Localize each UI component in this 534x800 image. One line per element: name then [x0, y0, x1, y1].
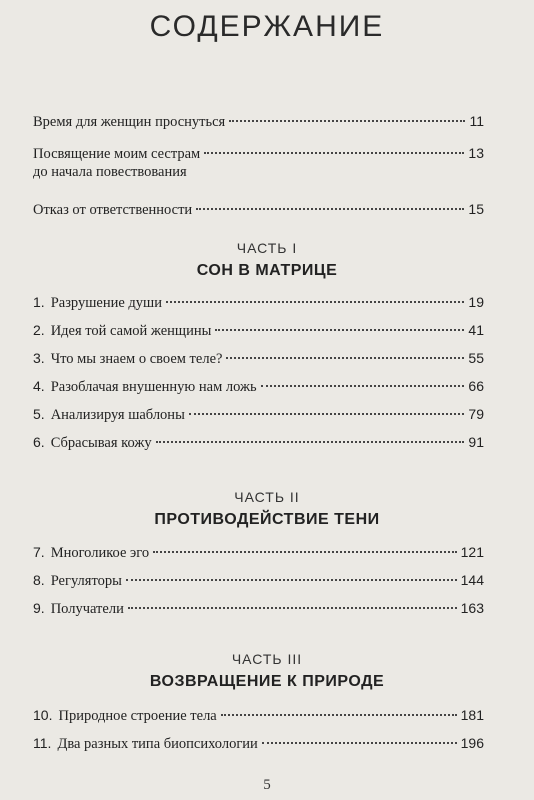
leader-dots [126, 579, 457, 581]
toc-entry[interactable] [33, 377, 484, 405]
toc-entry-page: 55 [468, 350, 484, 366]
leader-dots [215, 329, 464, 331]
part-label: ЧАСТЬ II [234, 489, 300, 505]
part-heading [0, 240, 534, 280]
chapter-number: 2. [33, 322, 45, 338]
toc-entry-title: Отказ от ответственности [33, 202, 193, 218]
toc-entry-page: 13 [468, 145, 484, 161]
toc-entry-title-line: Посвящение моим сестрам [33, 146, 201, 162]
toc-entry-title: Регуляторы [50, 573, 122, 589]
toc-entry-title-line: до начала повествования [33, 164, 187, 180]
toc-entry-page: 41 [468, 322, 484, 338]
toc-entry[interactable] [33, 543, 484, 571]
leader-dots [204, 152, 464, 154]
chapter-number: 5. [33, 406, 45, 422]
part-label: ЧАСТЬ I [236, 240, 298, 256]
part-heading [0, 489, 534, 529]
chapter-number: 6. [33, 434, 45, 450]
toc-entry-title: Два разных типа биопсихологии [57, 736, 258, 752]
chapter-number: 9. [33, 600, 45, 616]
toc-entry-title: Разрушение души [50, 295, 162, 311]
toc-entry-page: 11 [469, 113, 484, 129]
toc-entry-page: 15 [468, 201, 484, 217]
toc-entry[interactable] [33, 112, 484, 140]
leader-dots [262, 742, 457, 744]
toc-entry-title: Многоликое эго [50, 545, 150, 561]
toc-entry-page: 121 [460, 544, 484, 560]
toc-entry-title: Время для женщин проснуться [33, 114, 226, 130]
part-title: ПРОТИВОДЕЙСТВИЕ ТЕНИ [154, 511, 380, 528]
intro-list [33, 112, 484, 228]
toc-entry-page: 79 [468, 406, 484, 422]
toc-entry-title: Что мы знаем о своем теле? [50, 351, 223, 367]
chapter-list [33, 293, 484, 461]
toc-entry-page: 19 [468, 294, 484, 310]
chapter-number: 4. [33, 378, 45, 394]
leader-dots [156, 441, 465, 443]
chapter-number: 8. [33, 572, 45, 588]
chapter-number: 7. [33, 544, 45, 560]
toc-entry[interactable] [33, 599, 484, 627]
toc-entry[interactable] [33, 349, 484, 377]
toc-entry-title: Получатели [50, 601, 124, 617]
toc-entry-title: Природное строение тела [58, 708, 217, 724]
part-label: ЧАСТЬ III [231, 651, 303, 667]
chapter-list [33, 543, 484, 627]
toc-entry-title: Сбрасывая кожу [50, 435, 152, 451]
toc-entry[interactable] [33, 571, 484, 599]
toc-entry-page: 91 [468, 434, 484, 450]
leader-dots [153, 551, 457, 553]
toc-entry-title: Идея той самой женщины [50, 323, 212, 339]
leader-dots [189, 413, 465, 415]
chapter-number: 3. [33, 350, 45, 366]
toc-entry-page: 163 [460, 600, 484, 616]
part-title: ВОЗВРАЩЕНИЕ К ПРИРОДЕ [149, 673, 385, 690]
toc-entry-title [33, 145, 200, 181]
toc-entry[interactable] [33, 405, 484, 433]
toc-entry-page: 144 [460, 572, 484, 588]
toc-entry[interactable] [33, 706, 484, 734]
toc-entry[interactable] [33, 144, 484, 194]
leader-dots [226, 357, 464, 359]
leader-dots [261, 385, 465, 387]
toc-entry-page: 181 [460, 707, 484, 723]
toc-entry-title: Разоблачая внушенную нам ложь [50, 379, 257, 395]
leader-dots [128, 607, 457, 609]
part-title: СОН В МАТРИЦЕ [196, 262, 338, 279]
toc-entry[interactable] [33, 433, 484, 461]
toc-entry[interactable] [33, 293, 484, 321]
leader-dots [221, 714, 457, 716]
toc-entry[interactable] [33, 200, 484, 228]
chapter-list [33, 706, 484, 762]
page-title: СОДЕРЖАНИЕ [149, 10, 385, 43]
chapter-number: 10. [33, 707, 53, 723]
leader-dots [196, 208, 464, 210]
leader-dots [229, 120, 465, 122]
toc-entry-page: 66 [468, 378, 484, 394]
leader-dots [166, 301, 464, 303]
part-heading [0, 651, 534, 691]
chapter-number: 11. [33, 735, 52, 751]
toc-entry[interactable] [33, 321, 484, 349]
toc-entry-page: 196 [460, 735, 484, 751]
toc-entry[interactable] [33, 734, 484, 762]
toc-entry-title: Анализируя шаблоны [50, 407, 185, 423]
page-number: 5 [263, 777, 271, 793]
chapter-number: 1. [33, 294, 45, 310]
